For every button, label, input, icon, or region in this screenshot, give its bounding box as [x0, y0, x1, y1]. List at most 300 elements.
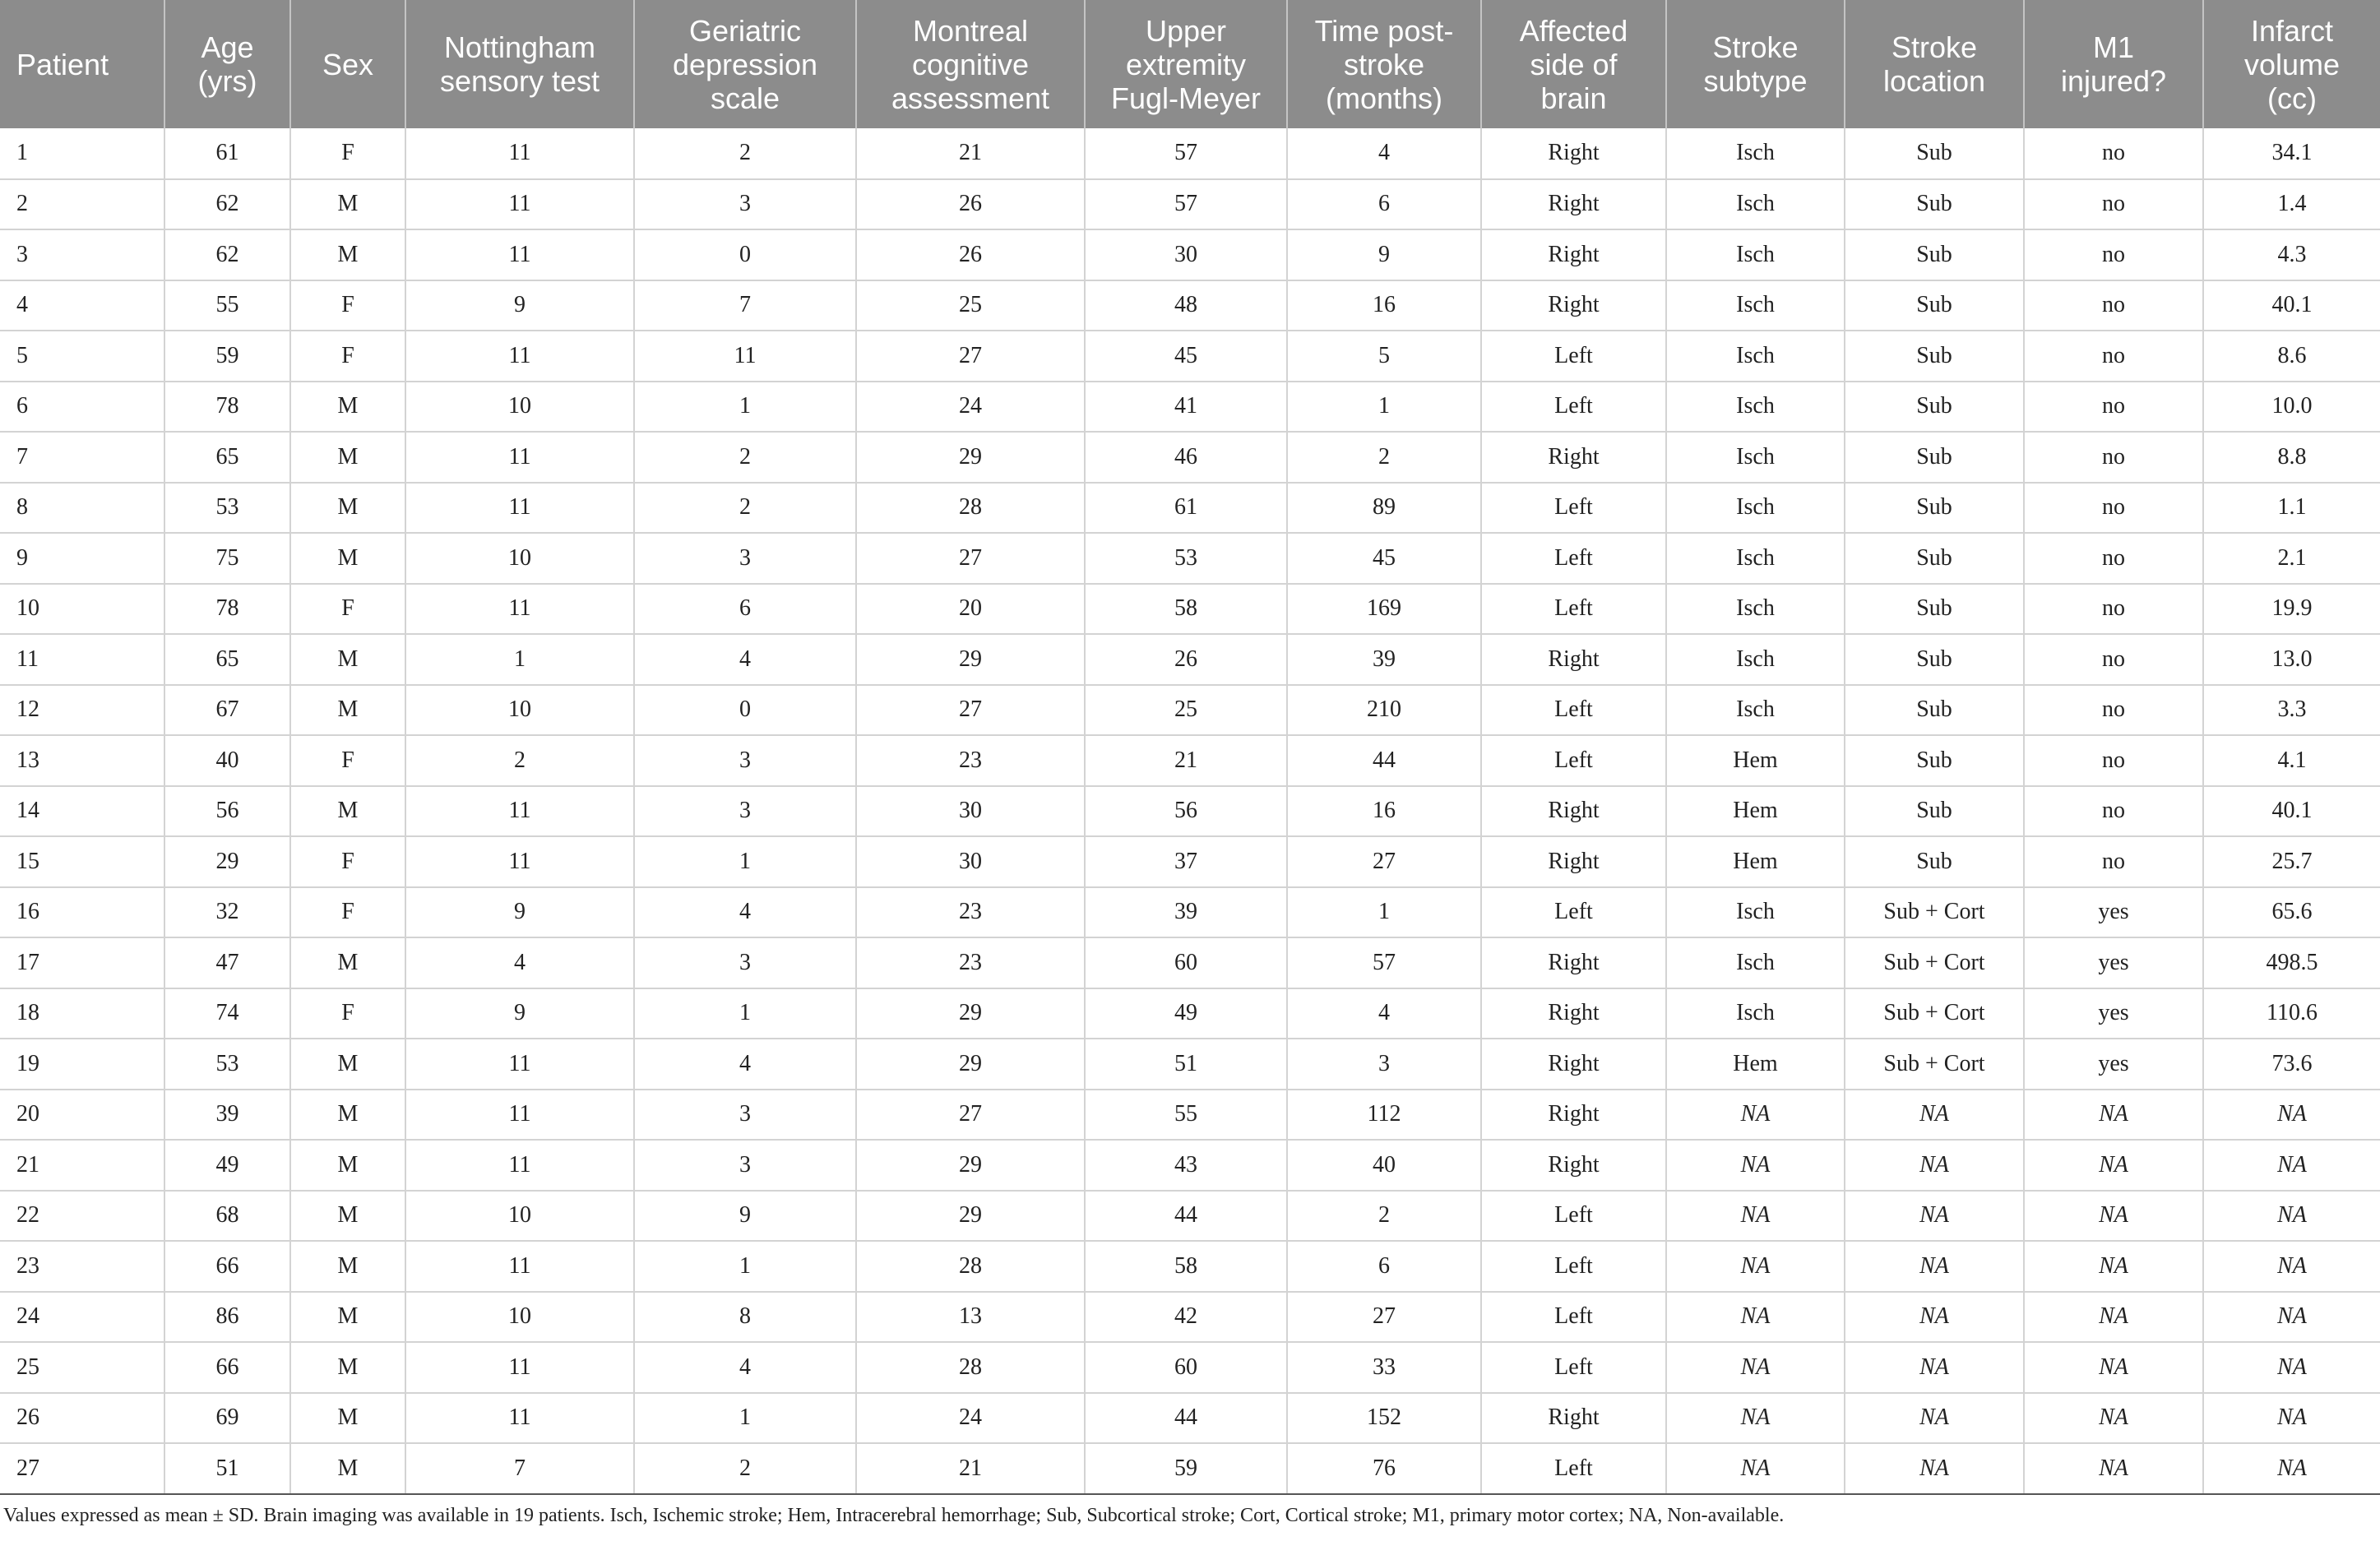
table-cell: 9: [634, 1191, 856, 1242]
table-cell: 169: [1287, 584, 1481, 635]
table-cell: NA: [1666, 1393, 1845, 1444]
table-cell: 21: [0, 1140, 164, 1191]
table-cell: 23: [856, 735, 1085, 786]
table-cell: NA: [2203, 1393, 2380, 1444]
table-cell: 2: [1287, 432, 1481, 483]
table-cell: 60: [1085, 937, 1287, 988]
table-cell: 6: [634, 584, 856, 635]
table-cell: Sub: [1845, 584, 2024, 635]
table-cell: 2: [0, 179, 164, 230]
column-header: [1287, 0, 1481, 128]
table-cell: Isch: [1666, 685, 1845, 736]
table-row: [0, 229, 2380, 280]
table-cell: 49: [164, 1140, 290, 1191]
table-cell: 47: [164, 937, 290, 988]
table-row: [0, 331, 2380, 382]
table-cell: M: [290, 1443, 405, 1494]
table-cell: 2: [405, 735, 634, 786]
table-cell: no: [2024, 735, 2203, 786]
table-cell: 21: [856, 1443, 1085, 1494]
table-cell: 65: [164, 634, 290, 685]
table-cell: 17: [0, 937, 164, 988]
table-row: [0, 1090, 2380, 1141]
table-cell: Hem: [1666, 735, 1845, 786]
table-cell: 19.9: [2203, 584, 2380, 635]
column-header: [634, 0, 856, 128]
table-cell: 4: [1287, 988, 1481, 1039]
table-cell: NA: [1845, 1191, 2024, 1242]
column-header-line: Fugl-Meyer: [1110, 81, 1262, 115]
column-header-line: Montreal: [912, 13, 1029, 48]
table-cell: 1: [0, 128, 164, 179]
table-cell: Left: [1481, 1443, 1666, 1494]
table-cell: yes: [2024, 887, 2203, 938]
table-cell: Left: [1481, 1342, 1666, 1393]
table-cell: 75: [164, 533, 290, 584]
table-cell: 1: [634, 1241, 856, 1292]
table-cell: 2: [634, 432, 856, 483]
table-cell: 53: [164, 1039, 290, 1090]
table-cell: no: [2024, 179, 2203, 230]
table-cell: 0: [634, 685, 856, 736]
table-cell: 65.6: [2203, 887, 2380, 938]
column-header-line: depression: [672, 47, 818, 81]
table-cell: Left: [1481, 1241, 1666, 1292]
table-row: [0, 1292, 2380, 1343]
table-cell: NA: [1666, 1342, 1845, 1393]
table-cell: 4: [1287, 128, 1481, 179]
column-header: [1666, 0, 1845, 128]
table-cell: 27: [856, 533, 1085, 584]
table-cell: NA: [1845, 1292, 2024, 1343]
table-cell: NA: [2024, 1241, 2203, 1292]
table-cell: Isch: [1666, 988, 1845, 1039]
table-cell: 27: [856, 685, 1085, 736]
table-cell: 11: [405, 1090, 634, 1141]
table-cell: 14: [0, 786, 164, 837]
table-cell: 6: [1287, 1241, 1481, 1292]
table-cell: 62: [164, 179, 290, 230]
table-cell: NA: [2203, 1241, 2380, 1292]
table-row: [0, 584, 2380, 635]
table-cell: 51: [1085, 1039, 1287, 1090]
column-header-line: M1: [2092, 30, 2134, 64]
table-cell: F: [290, 331, 405, 382]
table-cell: 44: [1085, 1191, 1287, 1242]
table-row: [0, 382, 2380, 433]
table-cell: Left: [1481, 483, 1666, 534]
table-cell: F: [290, 887, 405, 938]
table-cell: 7: [0, 432, 164, 483]
table-cell: 26: [856, 179, 1085, 230]
table-cell: 10: [405, 382, 634, 433]
table-cell: 55: [1085, 1090, 1287, 1141]
table-cell: 40: [1287, 1140, 1481, 1191]
table-cell: Sub: [1845, 634, 2024, 685]
table-cell: M: [290, 483, 405, 534]
table-cell: Sub: [1845, 735, 2024, 786]
table-cell: 44: [1085, 1393, 1287, 1444]
table-cell: Left: [1481, 887, 1666, 938]
table-cell: no: [2024, 483, 2203, 534]
table-cell: 62: [164, 229, 290, 280]
table-cell: 27: [1287, 1292, 1481, 1343]
table-cell: no: [2024, 432, 2203, 483]
table-cell: 1: [405, 634, 634, 685]
table-cell: 20: [856, 584, 1085, 635]
table-cell: F: [290, 988, 405, 1039]
table-cell: 29: [856, 1191, 1085, 1242]
table-cell: 1.1: [2203, 483, 2380, 534]
table-cell: Sub: [1845, 836, 2024, 887]
table-cell: M: [290, 1241, 405, 1292]
table-cell: 25: [1085, 685, 1287, 736]
table-cell: 1.4: [2203, 179, 2380, 230]
table-cell: 29: [164, 836, 290, 887]
table-cell: Sub + Cort: [1845, 988, 2024, 1039]
table-cell: Right: [1481, 432, 1666, 483]
table-cell: NA: [2024, 1393, 2203, 1444]
table-cell: 19: [0, 1039, 164, 1090]
table-cell: 2.1: [2203, 533, 2380, 584]
table-cell: Left: [1481, 1191, 1666, 1242]
table-header-row: [0, 0, 2380, 128]
table-cell: no: [2024, 128, 2203, 179]
table-cell: Sub: [1845, 280, 2024, 331]
table-cell: 39: [1085, 887, 1287, 938]
table-cell: no: [2024, 584, 2203, 635]
column-header-line: Upper: [1145, 13, 1227, 48]
table-cell: Right: [1481, 1140, 1666, 1191]
table-cell: 13: [0, 735, 164, 786]
table-cell: NA: [1845, 1090, 2024, 1141]
table-row: [0, 1140, 2380, 1191]
table-cell: NA: [1845, 1140, 2024, 1191]
column-header-line: (months): [1325, 81, 1443, 115]
table-row: [0, 179, 2380, 230]
table-cell: 30: [856, 836, 1085, 887]
table-cell: 57: [1085, 128, 1287, 179]
table-cell: 45: [1287, 533, 1481, 584]
table-cell: Left: [1481, 584, 1666, 635]
table-cell: 11: [405, 1393, 634, 1444]
table-cell: 3: [634, 937, 856, 988]
table-row: [0, 128, 2380, 179]
table-cell: M: [290, 685, 405, 736]
table-cell: NA: [1666, 1241, 1845, 1292]
table-cell: 6: [1287, 179, 1481, 230]
table-cell: Isch: [1666, 128, 1845, 179]
table-row: [0, 1342, 2380, 1393]
table-cell: 57: [1287, 937, 1481, 988]
column-header-line: Geriatric: [688, 13, 802, 48]
table-cell: 86: [164, 1292, 290, 1343]
table-cell: Isch: [1666, 634, 1845, 685]
table-cell: 0: [634, 229, 856, 280]
table-cell: 32: [164, 887, 290, 938]
table-cell: 11: [405, 1342, 634, 1393]
column-header: [856, 0, 1085, 128]
column-header-line: (cc): [2267, 81, 2317, 115]
table-cell: Left: [1481, 735, 1666, 786]
table-cell: 24: [0, 1292, 164, 1343]
column-header-line: Sex: [322, 47, 374, 81]
table-cell: Right: [1481, 786, 1666, 837]
table-cell: 13.0: [2203, 634, 2380, 685]
table-cell: 1: [634, 836, 856, 887]
table-cell: 27: [856, 1090, 1085, 1141]
table-cell: 61: [1085, 483, 1287, 534]
table-cell: 53: [1085, 533, 1287, 584]
table-cell: 4.3: [2203, 229, 2380, 280]
table-cell: 40: [164, 735, 290, 786]
table-cell: Right: [1481, 1090, 1666, 1141]
column-header-line: sensory test: [439, 64, 600, 98]
column-header-line: (yrs): [197, 64, 257, 98]
table-cell: NA: [2024, 1443, 2203, 1494]
table-cell: 4.1: [2203, 735, 2380, 786]
table-cell: no: [2024, 685, 2203, 736]
table-cell: NA: [2203, 1140, 2380, 1191]
table-cell: NA: [2024, 1090, 2203, 1141]
table-cell: 8.6: [2203, 331, 2380, 382]
column-header: [2203, 0, 2380, 128]
table-cell: 65: [164, 432, 290, 483]
table-cell: NA: [2024, 1191, 2203, 1242]
table-cell: 40.1: [2203, 280, 2380, 331]
table-cell: F: [290, 280, 405, 331]
table-cell: 51: [164, 1443, 290, 1494]
table-cell: 26: [856, 229, 1085, 280]
table-cell: M: [290, 1342, 405, 1393]
table-cell: Isch: [1666, 432, 1845, 483]
table-cell: 16: [1287, 786, 1481, 837]
table-cell: 53: [164, 483, 290, 534]
table-cell: M: [290, 229, 405, 280]
table-cell: Sub + Cort: [1845, 1039, 2024, 1090]
table-cell: 1: [634, 988, 856, 1039]
table-cell: NA: [1666, 1292, 1845, 1343]
table-cell: 44: [1287, 735, 1481, 786]
table-cell: Sub + Cort: [1845, 887, 2024, 938]
table-cell: 2: [634, 128, 856, 179]
table-cell: M: [290, 179, 405, 230]
table-cell: 27: [1287, 836, 1481, 887]
table-cell: 13: [856, 1292, 1085, 1343]
table-cell: 9: [0, 533, 164, 584]
table-cell: NA: [2203, 1292, 2380, 1343]
column-header: [1481, 0, 1666, 128]
table-cell: Right: [1481, 1393, 1666, 1444]
table-cell: 26: [1085, 634, 1287, 685]
column-header-line: Patient: [16, 47, 109, 81]
table-cell: 10: [405, 685, 634, 736]
table-cell: 23: [856, 887, 1085, 938]
table-cell: 29: [856, 432, 1085, 483]
table-cell: no: [2024, 280, 2203, 331]
table-cell: 5: [1287, 331, 1481, 382]
table-cell: 1: [1287, 887, 1481, 938]
column-header-line: scale: [710, 81, 780, 115]
table-cell: 41: [1085, 382, 1287, 433]
table-cell: Right: [1481, 179, 1666, 230]
table-cell: 498.5: [2203, 937, 2380, 988]
table-cell: Isch: [1666, 584, 1845, 635]
table-cell: M: [290, 786, 405, 837]
column-header: [164, 0, 290, 128]
table-cell: 152: [1287, 1393, 1481, 1444]
table-cell: 5: [0, 331, 164, 382]
column-header: [1845, 0, 2024, 128]
column-header-line: Affected: [1519, 13, 1628, 48]
table-row: [0, 533, 2380, 584]
column-header: [290, 0, 405, 128]
table-cell: NA: [1666, 1443, 1845, 1494]
table-cell: 3: [634, 533, 856, 584]
table-cell: 11: [0, 634, 164, 685]
table-cell: Isch: [1666, 937, 1845, 988]
table-cell: 9: [405, 887, 634, 938]
table-cell: 20: [0, 1090, 164, 1141]
table-cell: 28: [856, 483, 1085, 534]
table-cell: 28: [856, 1342, 1085, 1393]
table-cell: 10: [405, 533, 634, 584]
table-cell: NA: [1845, 1241, 2024, 1292]
table-cell: yes: [2024, 937, 2203, 988]
table-cell: 56: [1085, 786, 1287, 837]
table-cell: 7: [405, 1443, 634, 1494]
table-cell: Isch: [1666, 229, 1845, 280]
table-cell: NA: [1666, 1191, 1845, 1242]
table-row: [0, 786, 2380, 837]
table-cell: Sub: [1845, 533, 2024, 584]
table-cell: M: [290, 937, 405, 988]
table-cell: 11: [405, 836, 634, 887]
table-cell: 3: [634, 1090, 856, 1141]
table-cell: M: [290, 533, 405, 584]
table-row: [0, 634, 2380, 685]
table-cell: 3: [1287, 1039, 1481, 1090]
table-cell: 78: [164, 382, 290, 433]
table-cell: 4: [0, 280, 164, 331]
table-cell: 61: [164, 128, 290, 179]
column-header-line: volume: [2243, 47, 2341, 81]
table-cell: 42: [1085, 1292, 1287, 1343]
table-cell: F: [290, 584, 405, 635]
table-cell: Isch: [1666, 280, 1845, 331]
table-cell: 11: [405, 1140, 634, 1191]
table-cell: M: [290, 1393, 405, 1444]
table-cell: no: [2024, 229, 2203, 280]
table-cell: 21: [856, 128, 1085, 179]
table-cell: 11: [405, 128, 634, 179]
table-cell: 11: [405, 229, 634, 280]
table-cell: 49: [1085, 988, 1287, 1039]
table-cell: Sub: [1845, 229, 2024, 280]
table-row: [0, 1393, 2380, 1444]
table-cell: yes: [2024, 1039, 2203, 1090]
table-cell: 2: [634, 483, 856, 534]
column-header-line: Time post-: [1314, 13, 1454, 48]
table-cell: Left: [1481, 533, 1666, 584]
table-cell: NA: [1845, 1342, 2024, 1393]
table-cell: 11: [405, 584, 634, 635]
table-cell: 76: [1287, 1443, 1481, 1494]
table-body: [0, 128, 2380, 1494]
table-cell: Right: [1481, 229, 1666, 280]
table-cell: Left: [1481, 382, 1666, 433]
table-cell: M: [290, 382, 405, 433]
table-cell: 4: [634, 634, 856, 685]
table-cell: Sub: [1845, 179, 2024, 230]
table-cell: 23: [0, 1241, 164, 1292]
table-cell: 3: [634, 735, 856, 786]
table-cell: 11: [405, 179, 634, 230]
table-cell: 28: [856, 1241, 1085, 1292]
table-cell: Isch: [1666, 331, 1845, 382]
table-cell: 9: [405, 280, 634, 331]
table-row: [0, 988, 2380, 1039]
table-row: [0, 1191, 2380, 1242]
table-cell: Isch: [1666, 382, 1845, 433]
table-cell: M: [290, 1039, 405, 1090]
table-cell: 74: [164, 988, 290, 1039]
table-cell: Sub + Cort: [1845, 937, 2024, 988]
table-cell: Left: [1481, 685, 1666, 736]
table-cell: Right: [1481, 836, 1666, 887]
table-cell: Sub: [1845, 786, 2024, 837]
table-cell: NA: [2203, 1090, 2380, 1141]
table-row: [0, 735, 2380, 786]
table-cell: Sub: [1845, 685, 2024, 736]
table-cell: 57: [1085, 179, 1287, 230]
table-cell: 7: [634, 280, 856, 331]
table-cell: 10: [405, 1191, 634, 1242]
table-cell: 12: [0, 685, 164, 736]
table-cell: 73.6: [2203, 1039, 2380, 1090]
table-cell: Isch: [1666, 179, 1845, 230]
table-row: [0, 1039, 2380, 1090]
table-cell: 45: [1085, 331, 1287, 382]
table-cell: 27: [0, 1443, 164, 1494]
table-row: [0, 1241, 2380, 1292]
table-cell: NA: [2203, 1191, 2380, 1242]
table-cell: Sub: [1845, 331, 2024, 382]
table-cell: 39: [1287, 634, 1481, 685]
table-cell: Right: [1481, 1039, 1666, 1090]
table-cell: Hem: [1666, 836, 1845, 887]
table-cell: 8: [634, 1292, 856, 1343]
table-cell: 23: [856, 937, 1085, 988]
table-cell: 21: [1085, 735, 1287, 786]
table-cell: 25: [856, 280, 1085, 331]
column-header-line: injured?: [2060, 64, 2167, 98]
table-cell: Right: [1481, 988, 1666, 1039]
column-header-line: Infarct: [2250, 13, 2334, 48]
table-cell: 40.1: [2203, 786, 2380, 837]
table-row: [0, 685, 2380, 736]
table-cell: 112: [1287, 1090, 1481, 1141]
table-row: [0, 887, 2380, 938]
table-cell: 55: [164, 280, 290, 331]
table-cell: NA: [2024, 1342, 2203, 1393]
table-cell: yes: [2024, 988, 2203, 1039]
table-cell: 46: [1085, 432, 1287, 483]
table-cell: 11: [634, 331, 856, 382]
table-row: [0, 483, 2380, 534]
column-header-line: cognitive: [911, 47, 1030, 81]
table-cell: Isch: [1666, 533, 1845, 584]
